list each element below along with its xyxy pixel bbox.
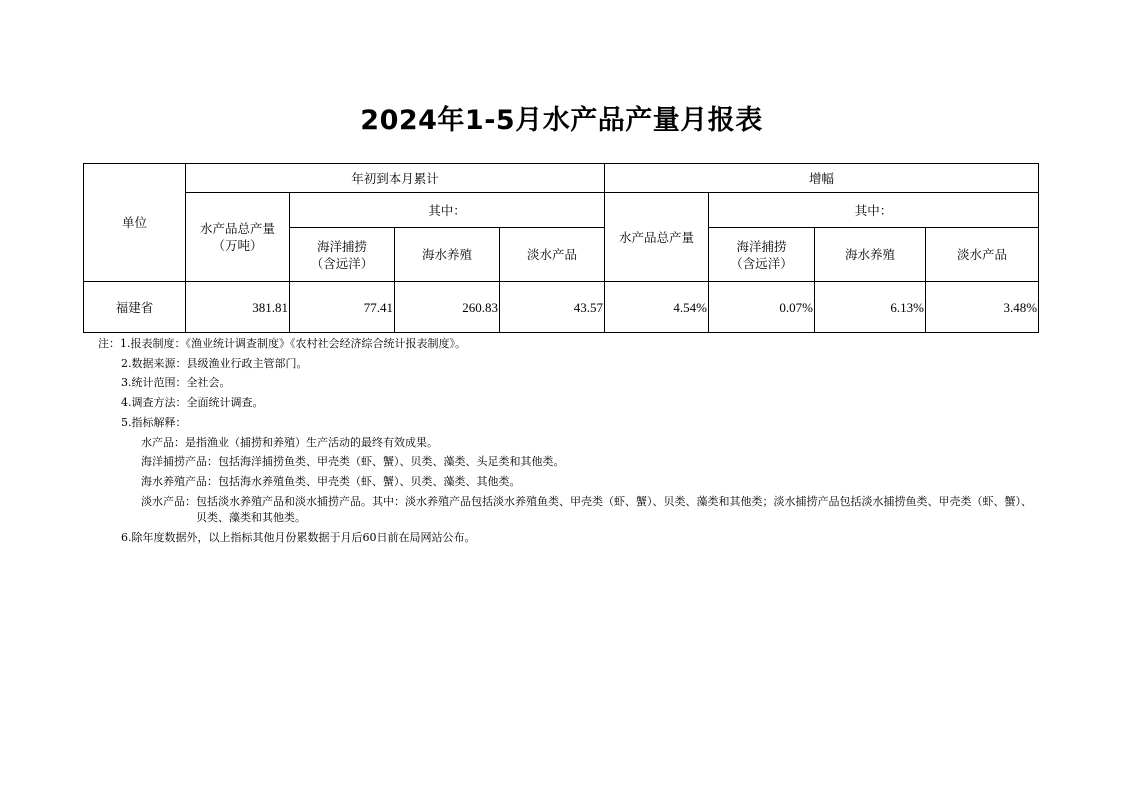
header-row-2: [84, 193, 1039, 228]
of-which-cum-header: 其中：: [290, 193, 605, 228]
region-cell: 福建省: [84, 282, 186, 333]
definition-freshwater-term: 淡水产品：: [141, 494, 196, 508]
marine-catch-cum-header: 海洋捕捞 （含远洋）: [290, 228, 395, 282]
note-2: 2.数据来源：县级渔业行政主管部门。: [121, 356, 308, 370]
notes-section: [98, 334, 1038, 547]
note-4: 4.调查方法：全面统计调查。: [121, 396, 264, 410]
marine-catch-growth-cell: 0.07%: [709, 282, 815, 333]
header-row-1: [84, 164, 1039, 193]
mariculture-cell: 260.83: [395, 282, 500, 333]
marine-catch-growth-header: 海洋捕捞 （含远洋）: [709, 228, 815, 282]
growth-header: 增幅: [605, 164, 1039, 193]
report-table: [83, 163, 1039, 333]
table-row: [84, 282, 1039, 333]
mariculture-growth-header: 海水养殖: [815, 228, 926, 282]
note-6: 6.除年度数据外，以上指标其他月份累数据于月后60日前在局网站公布。: [121, 530, 476, 544]
of-which-growth-header: 其中：: [709, 193, 1039, 228]
definition-freshwater-text: 包括淡水养殖产品和淡水捕捞产品。其中：淡水养殖产品包括淡水养殖鱼类、甲壳类（虾、蟹）、贝类、藻类和其他类；淡水捕捞产品包括淡水捕捞鱼类、甲壳类（虾、蟹）、贝类、藻类和其他类。: [196, 494, 1032, 524]
note-3: 3.统计范围：全社会。: [121, 376, 231, 390]
note-1: 注：1.报表制度：《渔业统计调查制度》《农村社会经济综合统计报表制度》。: [98, 337, 466, 350]
mariculture-growth-cell: 6.13%: [815, 282, 926, 333]
freshwater-cell: 43.57: [500, 282, 605, 333]
freshwater-growth-header: 淡水产品: [926, 228, 1039, 282]
note-5: 5.指标解释：: [121, 415, 187, 429]
definition-mariculture: 海水养殖产品：包括海水养殖鱼类、甲壳类（虾、蟹）、贝类、藻类、其他类。: [141, 474, 521, 488]
cumulative-header: 年初到本月累计: [186, 164, 605, 193]
freshwater-cum-header: 淡水产品: [500, 228, 605, 282]
total-output-cum-header: 水产品总产量 （万吨）: [186, 193, 290, 282]
definition-marine-catch: 海洋捕捞产品：包括海洋捕捞鱼类、甲壳类（虾、蟹）、贝类、藻类、头足类和其他类。: [141, 455, 565, 469]
freshwater-growth-cell: 3.48%: [926, 282, 1039, 333]
mariculture-cum-header: 海水养殖: [395, 228, 500, 282]
total-output-cell: 381.81: [186, 282, 290, 333]
definition-freshwater: [98, 492, 1038, 528]
total-output-growth-header: 水产品总产量: [605, 193, 709, 282]
unit-header: 单位: [84, 164, 186, 282]
total-growth-cell: 4.54%: [605, 282, 709, 333]
definition-aquatic: 水产品：是指渔业（捕捞和养殖）生产活动的最终有效成果。: [141, 435, 438, 449]
marine-catch-cell: 77.41: [290, 282, 395, 333]
page-title: 2024年1-5月水产品产量月报表: [360, 105, 763, 136]
